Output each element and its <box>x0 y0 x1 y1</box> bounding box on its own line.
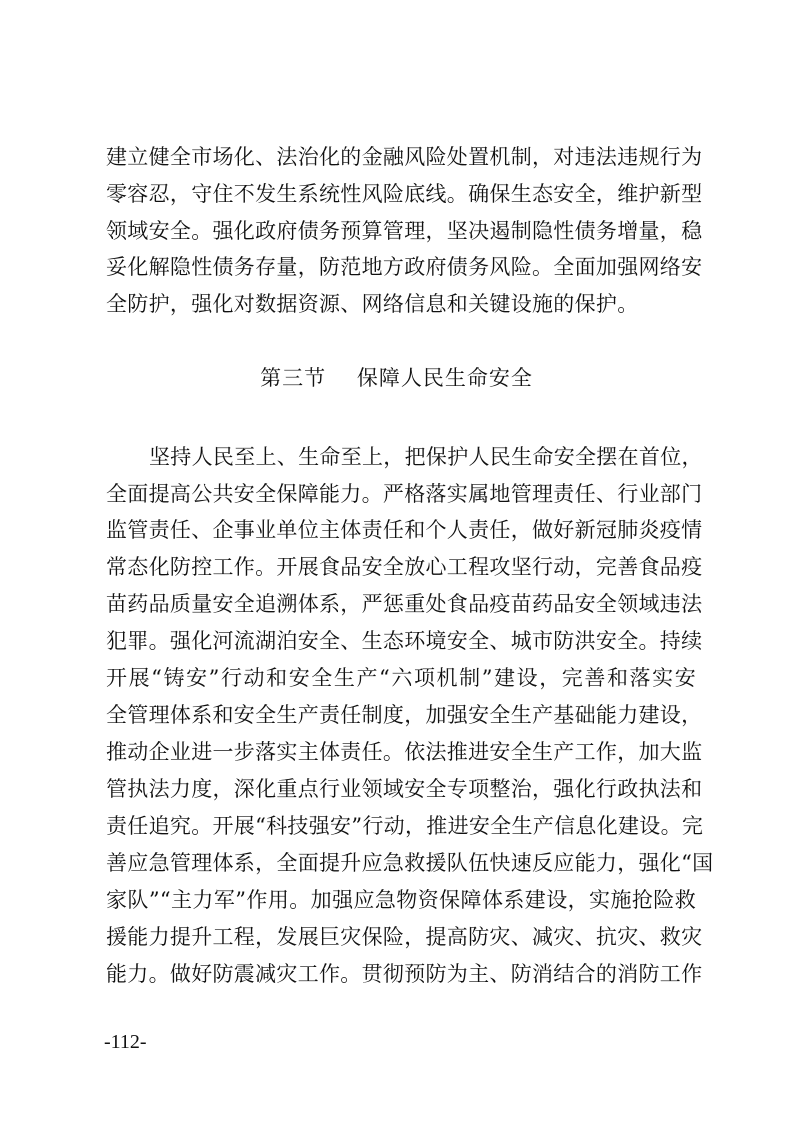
text-line: 善应急管理体系，全面提升应急救援队伍快速反应能力，强化“国 <box>106 851 714 875</box>
text-line: 全管理体系和安全生产责任制度，加强安全生产基础能力建设， <box>106 703 703 727</box>
text-line: 开展“铸安”行动和安全生产“六项机制”建设，完善和落实安 <box>106 666 696 690</box>
text-line: 零容忍，守住不发生系统性风险底线。确保生态安全，维护新型 <box>106 182 703 206</box>
text-line: 推动企业进一步落实主体责任。依法推进安全生产工作，加大监 <box>106 740 703 764</box>
text-line: 犯罪。强化河流湖泊安全、生态环境安全、城市防洪安全。持续 <box>106 629 703 653</box>
text-line: 领域安全。强化政府债务预算管理，坚决遏制隐性债务增量，稳 <box>106 219 703 243</box>
text-line: 援能力提升工程，发展巨灾保险，提高防灾、减灾、抗灾、救灾 <box>106 925 703 949</box>
text-line: 监管责任、企事业单位主体责任和个人责任，做好新冠肺炎疫情 <box>106 518 703 542</box>
text-line: 建立健全市场化、法治化的金融风险处置机制，对违法违规行为 <box>106 145 703 169</box>
text-line: 妥化解隐性债务存量，防范地方政府债务风险。全面加强网络安 <box>106 255 703 279</box>
text-line: 能力。做好防震减灾工作。贯彻预防为主、防消结合的消防工作 <box>106 962 703 986</box>
text-line: 家队”“主力军”作用。加强应急物资保障体系建设，实施抢险救 <box>106 888 696 912</box>
text-line: 坚持人民至上、生命至上，把保护人民生命安全摆在首位， <box>149 445 703 469</box>
section-heading: 第三节 保障人民生命安全 <box>260 366 533 390</box>
page-number: -112- <box>104 1031 147 1053</box>
text-line: 全防护，强化对数据资源、网络信息和关键设施的保护。 <box>106 292 639 316</box>
text-line: 苗药品质量安全追溯体系，严惩重处食品疫苗药品安全领域违法 <box>106 592 703 616</box>
text-line: 常态化防控工作。开展食品安全放心工程攻坚行动，完善食品疫 <box>106 555 703 579</box>
text-line: 责任追究。开展“科技强安”行动，推进安全生产信息化建设。完 <box>106 814 704 838</box>
text-line: 管执法力度，深化重点行业领域安全专项整治，强化行政执法和 <box>106 777 703 801</box>
text-line: 全面提高公共安全保障能力。严格落实属地管理责任、行业部门 <box>106 482 703 506</box>
